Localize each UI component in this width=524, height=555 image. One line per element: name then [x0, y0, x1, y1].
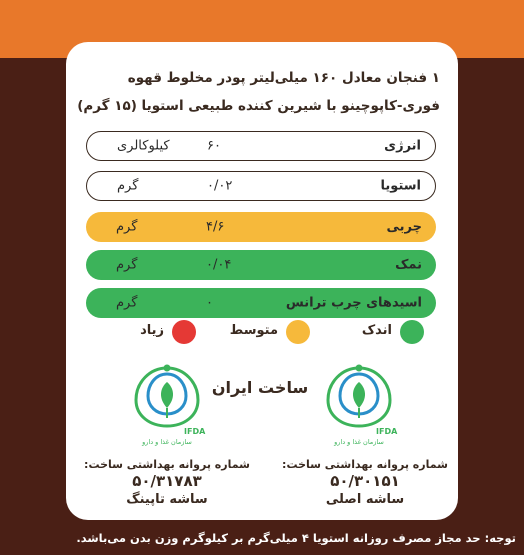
license-left-number: ۵۰/۳۱۷۸۳: [132, 472, 202, 490]
ifda-logo-icon: [318, 362, 400, 448]
nutrient-unit: گرم: [116, 257, 138, 273]
nutrient-unit: گرم: [117, 178, 139, 194]
legend-low-label: اندک: [361, 323, 392, 338]
serving-heading-line2: فوری-کاپوچینو با شیرین کننده طبیعی استویا (۱۵ گرم): [77, 98, 440, 114]
legend-medium-label: متوسط: [229, 323, 278, 338]
nutrient-row-salt: [86, 250, 436, 280]
red-dot-icon: [172, 320, 196, 344]
ifda-org-text: سازمان غذا و دارو: [142, 438, 192, 446]
nutrient-unit: کیلوکالری: [117, 138, 170, 154]
nutrient-row-energy: [86, 131, 436, 161]
nutrient-value: ۶۰: [207, 138, 221, 154]
ifda-logo-icon: [126, 362, 208, 448]
nutrient-row-trans-fat: [86, 288, 436, 318]
ifda-logo-right: [318, 362, 400, 448]
green-dot-icon: [400, 320, 424, 344]
sachet-right-name: ساشه اصلی: [325, 492, 405, 507]
license-right-label: شماره پروانه بهداشتی ساخت:: [282, 458, 448, 471]
nutrient-value: ۰/۰۴: [206, 257, 232, 273]
nutrient-row-fat: [86, 212, 436, 242]
stevia-footnote: توجه: حد مجاز مصرف روزانه استویا ۴ میلی‌گرم بر کیلوگرم وزن بدن می‌باشد.: [76, 531, 516, 545]
nutrient-label: چربی: [386, 219, 422, 235]
legend-high-label: زیاد: [140, 323, 164, 338]
ifda-org-text: سازمان غذا و دارو: [334, 438, 384, 446]
ifda-logo-left: [126, 362, 208, 448]
nutrient-label: اسیدهای چرب ترانس: [285, 295, 422, 311]
sachet-left-name: ساشه تاپینگ: [126, 492, 208, 507]
ifda-text: IFDA: [376, 427, 398, 436]
nutrient-unit: گرم: [116, 295, 138, 311]
nutrient-row-stevia: [86, 171, 436, 201]
nutrient-value: ۰/۰۲: [207, 178, 233, 194]
license-right-number: ۵۰/۳۰۱۵۱: [330, 472, 400, 490]
nutrient-label: انرژی: [384, 138, 421, 154]
nutrient-label: استویا: [380, 178, 421, 194]
serving-heading-line1: ۱ فنجان معادل ۱۶۰ میلی‌لیتر پودر مخلوط قهوه: [127, 70, 440, 86]
nutrient-unit: گرم: [116, 219, 138, 235]
legend-high: [110, 320, 210, 346]
nutrient-label: نمک: [395, 257, 422, 273]
license-left-label: شماره پروانه بهداشتی ساخت:: [84, 458, 250, 471]
made-in-iran: ساخت ایران: [211, 378, 309, 397]
nutrient-value: ۴/۶: [206, 219, 225, 235]
nutrient-value: ۰: [206, 295, 213, 311]
legend-low: [338, 320, 438, 346]
ifda-text: IFDA: [184, 427, 206, 436]
legend-medium: [220, 320, 320, 346]
orange-dot-icon: [286, 320, 310, 344]
